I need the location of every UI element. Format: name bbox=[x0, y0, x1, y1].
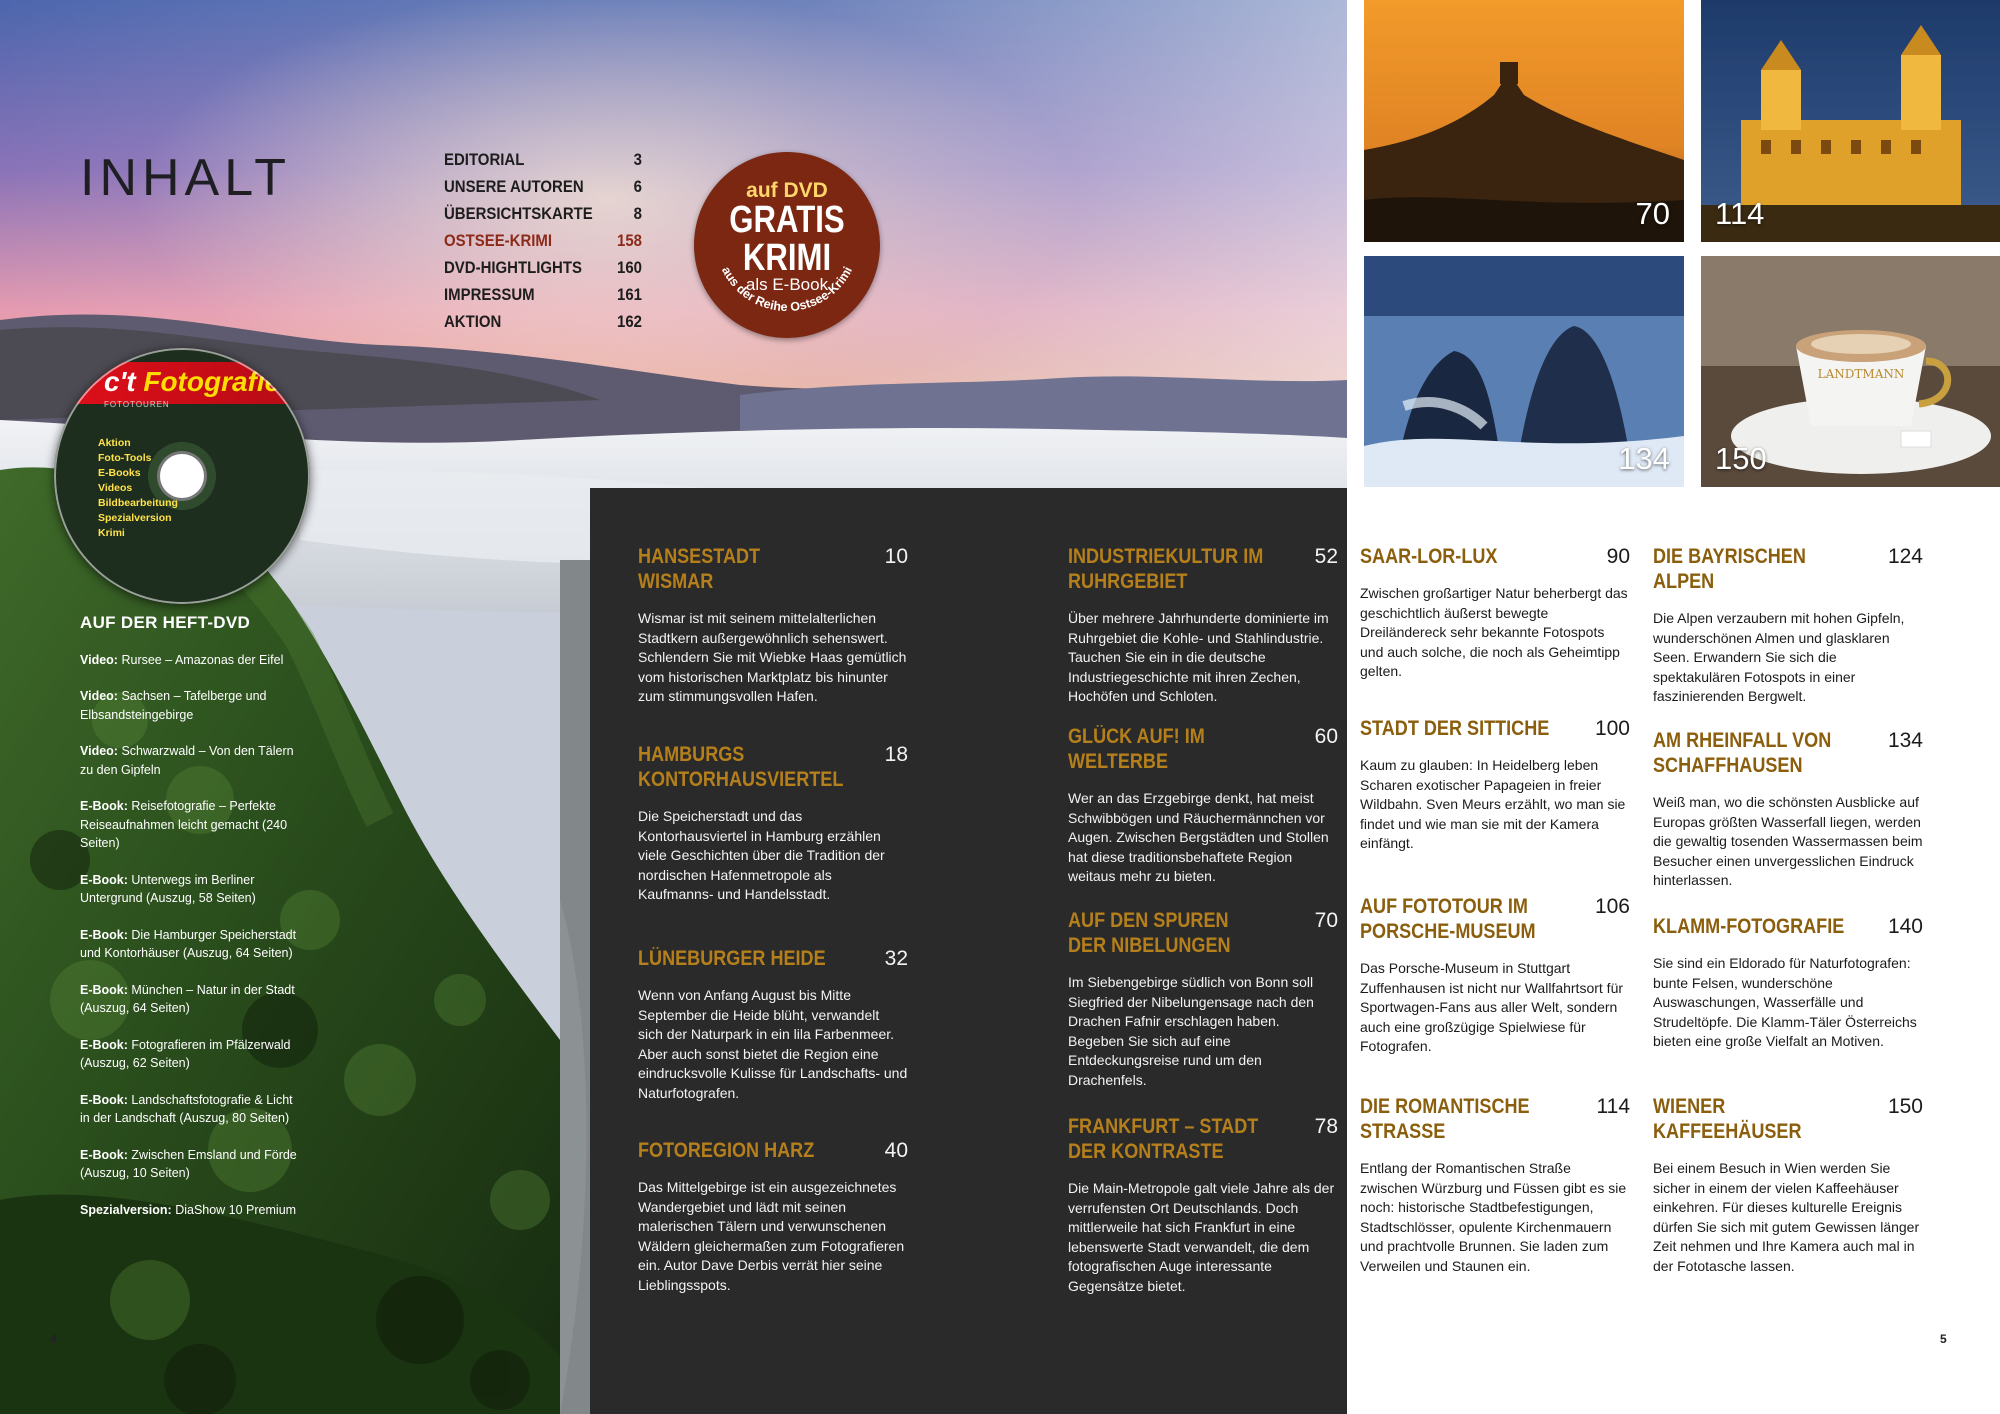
article-title: GLÜCK AUF! IM WELTERBE bbox=[1068, 725, 1205, 773]
toc-label: UNSERE AUTOREN bbox=[444, 177, 584, 196]
toc-label: DVD-HIGHTLIGHTS bbox=[444, 258, 582, 277]
toc-label: ÜBERSICHTSKARTE bbox=[444, 204, 593, 223]
toc-label: IMPRESSUM bbox=[444, 285, 535, 304]
dvd-item-text: Sachsen – Tafelberge und Elbsandsteingebirge bbox=[80, 689, 267, 722]
article-entry[interactable] bbox=[1360, 1094, 1630, 1276]
dvd-item-kind: E-Book: bbox=[80, 872, 128, 887]
badge-arc-text bbox=[694, 152, 880, 338]
disc-menu-item: E-Books bbox=[98, 467, 141, 479]
page-title: INHALT bbox=[80, 149, 292, 207]
toc-row[interactable] bbox=[444, 177, 642, 204]
article-title: DIE ROMANTISCHE STRASSE bbox=[1360, 1095, 1530, 1143]
toc-row[interactable] bbox=[444, 285, 642, 312]
article-entry[interactable] bbox=[638, 1138, 908, 1295]
toc-page: 8 bbox=[633, 204, 642, 223]
article-page: 32 bbox=[884, 947, 908, 970]
badge-line-2: GRATIS KRIMI bbox=[729, 199, 845, 279]
toc-row[interactable] bbox=[444, 204, 642, 231]
dvd-item[interactable] bbox=[80, 981, 300, 1018]
dvd-item[interactable] bbox=[80, 871, 300, 908]
dvd-item[interactable] bbox=[80, 651, 300, 670]
article-title: AM RHEINFALL VON SCHAFFHAUSEN bbox=[1653, 729, 1832, 777]
article-title: STADT DER SITTICHE bbox=[1360, 717, 1550, 740]
article-description: Wismar ist mit seinem mittelalterlichen Stadtkern außergewöhnlich sehenswert. Schlendern Sie mit Wiebke Haas gemütlich vom historischen Marktplatz bis hinunter zum stimmungsvollen Hafen. bbox=[638, 610, 907, 704]
badge-line-1: auf DVD bbox=[746, 179, 828, 202]
dvd-item[interactable] bbox=[80, 687, 300, 724]
toc-page: 3 bbox=[633, 150, 642, 169]
toc-row[interactable] bbox=[444, 258, 642, 285]
disc-menu-item: Bildbearbeitung bbox=[98, 497, 178, 509]
toc-row-highlight[interactable] bbox=[444, 231, 642, 258]
toc-page: 160 bbox=[617, 258, 642, 277]
svg-text:aus der Reihe Ostsee-Krimi: aus der Reihe Ostsee-Krimi bbox=[718, 264, 856, 315]
article-description: Entlang der Romantischen Straße zwischen Würzburg und Füssen gibt es sie noch: historische Stadtbefestigungen, Stadtschlösser, opulente Kirchenmauern und prachtvolle Brunnen. Sie laden zum Verweilen und Staunen ein. bbox=[1360, 1160, 1627, 1274]
article-entry[interactable] bbox=[638, 946, 908, 1103]
article-description: Das Mittelgebirge ist ein ausgezeichnetes Wandergebiet und lädt mit seinen malerischen Tälern und verwunschenen Wäldern gleichermaßen zum Fotografieren ein. Autor Dave Derbis verrät hier seine Lieblingsspots. bbox=[638, 1179, 905, 1293]
photo-coffee-cup[interactable] bbox=[1701, 256, 2000, 487]
toc-page: 158 bbox=[617, 231, 642, 250]
article-title: WIENER KAFFEEHÄUSER bbox=[1653, 1095, 1802, 1143]
dvd-item[interactable] bbox=[80, 926, 300, 963]
toc-row[interactable] bbox=[444, 312, 642, 339]
dvd-item-kind: E-Book: bbox=[80, 1092, 128, 1107]
article-entry[interactable] bbox=[1068, 544, 1338, 707]
photo-palace-night[interactable] bbox=[1701, 0, 2000, 242]
disc-rim bbox=[54, 348, 310, 604]
toc-page: 161 bbox=[617, 285, 642, 304]
article-entry[interactable] bbox=[1360, 894, 1630, 1057]
article-description: Weiß man, wo die schönsten Ausblicke auf Europas größten Wasserfall liegen, werden die gewaltig tosenden Wassermassen beim Besucher einen unvergesslichen Eindruck hinterlassen. bbox=[1653, 794, 1923, 888]
article-page: 60 bbox=[1314, 725, 1338, 748]
article-entry[interactable] bbox=[1653, 544, 1923, 707]
article-title: HANSESTADT WISMAR bbox=[638, 545, 761, 593]
dvd-item-text: Reisefotografie – Perfekte Reiseaufnahmen leicht gemacht (240 Seiten) bbox=[80, 799, 288, 850]
article-description: Kaum zu glauben: In Heidelberg leben Scharen exotischer Papageien in freier Wildbahn. Sven Meurs erzählt, wo man sie findet und wie man sie mit der Kamera einfängt. bbox=[1360, 757, 1626, 851]
article-description: Das Porsche-Museum in Stuttgart Zuffenhausen ist nicht nur Wallfahrtsort für Sportwagen-Fans aus aller Welt, sondern auch eine großzügige Spielwiese für Fotografen. bbox=[1360, 960, 1624, 1054]
dvd-item[interactable] bbox=[80, 1091, 300, 1128]
article-title: SAAR-LOR-LUX bbox=[1360, 545, 1498, 568]
photo-page-number: 70 bbox=[1635, 196, 1670, 231]
gratis-krimi-badge bbox=[694, 152, 880, 338]
article-page: 114 bbox=[1596, 1095, 1630, 1118]
disc-menu-item: Spezialversion bbox=[98, 512, 172, 524]
article-title: DIE BAYRISCHEN ALPEN bbox=[1653, 545, 1806, 593]
dvd-item[interactable] bbox=[80, 797, 300, 853]
article-entry[interactable] bbox=[1653, 914, 1923, 1052]
article-title: LÜNEBURGER HEIDE bbox=[638, 947, 826, 970]
dvd-item-text: Zwischen Emsland und Förde (Auszug, 10 Seiten) bbox=[80, 1147, 297, 1180]
dvd-item-text: Fotografieren im Pfälzerwald (Auszug, 62 Seiten) bbox=[80, 1037, 291, 1070]
article-page: 150 bbox=[1887, 1095, 1923, 1118]
article-entry[interactable] bbox=[1360, 544, 1630, 682]
article-title: AUF FOTOTOUR IM PORSCHE-MUSEUM bbox=[1360, 895, 1536, 943]
article-description: Die Main-Metropole galt viele Jahre als der verrufensten Ort Deutschlands. Doch mittlerweile hat sich Frankfurt in eine lebenswerte Stadt verwandelt, die dem fotografischen Auge interessante Gegensätze bietet. bbox=[1068, 1180, 1335, 1294]
svg-text:LANDTMANN: LANDTMANN bbox=[1817, 367, 1905, 381]
dvd-item-text: München – Natur in der Stadt (Auszug, 64 Seiten) bbox=[80, 982, 295, 1015]
article-page: 18 bbox=[884, 743, 908, 766]
article-page: 52 bbox=[1314, 545, 1338, 568]
article-page: 140 bbox=[1887, 915, 1923, 938]
article-description: Bei einem Besuch in Wien werden Sie sicher in einem der vielen Kaffeehäuser einkehren. Für dieses kulturelle Ereignis dürfen Sie sich mit gutem Gewissen länger Zeit nehmen und Ihre Kamera auch mal in der Fototasche lassen. bbox=[1653, 1160, 1920, 1274]
article-title: INDUSTRIEKULTUR IM RUHRGEBIET bbox=[1068, 545, 1264, 593]
article-page: 134 bbox=[1887, 729, 1923, 752]
dvd-item[interactable] bbox=[80, 742, 300, 779]
article-entry[interactable] bbox=[1653, 728, 1923, 891]
dvd-item-kind: E-Book: bbox=[80, 1037, 128, 1052]
dvd-item-kind: E-Book: bbox=[80, 927, 128, 942]
article-entry[interactable] bbox=[1068, 1114, 1338, 1296]
page-number-left: 4 bbox=[50, 1332, 57, 1346]
dvd-item-text: Landschaftsfotografie & Licht in der Landschaft (Auszug, 80 Seiten) bbox=[80, 1092, 293, 1125]
dvd-item-kind: Video: bbox=[80, 689, 118, 703]
article-description: Die Speicherstadt und das Kontorhausviertel in Hamburg erzählen viele Geschichten über die Tradition der nordischen Hafenmetropole als Kaufmanns- und Handelsstadt. bbox=[638, 808, 885, 902]
disc-menu-item: Foto-Tools bbox=[98, 452, 152, 464]
dvd-item-text: Die Hamburger Speicherstadt und Kontorhäuser (Auszug, 64 Seiten) bbox=[80, 927, 297, 960]
article-title: HAMBURGS KONTORHAUSVIERTEL bbox=[638, 743, 844, 791]
article-page: 106 bbox=[1594, 895, 1630, 918]
dvd-item-kind: E-Book: bbox=[80, 982, 128, 997]
article-title: KLAMM-FOTOGRAFIE bbox=[1653, 915, 1845, 938]
article-page: 70 bbox=[1314, 909, 1338, 932]
article-description: Über mehrere Jahrhunderte dominierte im Ruhrgebiet die Kohle- und Stahlindustrie. Tauchen Sie ein in die deutsche Industriegeschichte mit ihren Zechen, Hochöfen und Schloten. bbox=[1068, 610, 1329, 704]
toc-label: EDITORIAL bbox=[444, 150, 525, 169]
page-number-right: 5 bbox=[1940, 1332, 1947, 1346]
article-page: 100 bbox=[1594, 717, 1630, 740]
photo-page-number: 114 bbox=[1715, 196, 1765, 231]
disc-menu-item: Videos bbox=[98, 482, 133, 494]
dvd-item-kind: Video: bbox=[80, 652, 118, 667]
dvd-item-text: DiaShow 10 Premium bbox=[175, 1202, 297, 1217]
article-description: Wenn von Anfang August bis Mitte September die Heide blüht, verwandelt sich der Naturpark in ein lila Farbenmeer. Aber auch sonst bietet die Region eine eindrucksvolle Kulisse für Landschafts- und Naturfotografen. bbox=[638, 987, 908, 1101]
disc-subtitle: FOTOTOUREN bbox=[104, 400, 170, 409]
article-page: 78 bbox=[1314, 1115, 1338, 1138]
dvd-item-kind: E-Book: bbox=[80, 1147, 128, 1162]
toc-page: 162 bbox=[617, 312, 642, 331]
article-description: Die Alpen verzaubern mit hohen Gipfeln, wunderschönen Almen und glasklaren Seen. Erwandern Sie sich die spektakulären Fotospots in einer faszinierenden Bergwelt. bbox=[1653, 610, 1905, 704]
article-entry[interactable] bbox=[638, 544, 908, 707]
article-page: 40 bbox=[884, 1139, 908, 1162]
dvd-item-kind: Video: bbox=[80, 744, 118, 758]
article-entry[interactable] bbox=[1068, 908, 1338, 1090]
toc-label: AKTION bbox=[444, 312, 502, 331]
photo-rhine-falls[interactable] bbox=[1364, 256, 1684, 487]
toc-label: OSTSEE-KRIMI bbox=[444, 231, 553, 250]
article-title: FRANKFURT – STADT DER KONTRASTE bbox=[1068, 1115, 1259, 1163]
article-description: Sie sind ein Eldorado für Naturfotografen: bunte Felsen, wunderschöne Auswaschungen, Wasserfälle und Strudeltöpfe. Die Klamm-Täler Österreichs bieten eine große Vielfalt an Motiven. bbox=[1653, 955, 1917, 1049]
dvd-contents bbox=[80, 614, 300, 1237]
front-matter-toc bbox=[444, 150, 640, 339]
disc-menu-item: Krimi bbox=[98, 527, 125, 539]
article-entry[interactable] bbox=[1068, 724, 1338, 887]
photo-castle-ruin[interactable] bbox=[1364, 0, 1684, 242]
photo-page-number: 134 bbox=[1618, 441, 1670, 476]
article-description: Zwischen großartiger Natur beherbergt das geschichtlich äußerst bewegte Dreiländereck sehr bekannte Fotospots und auch solche, die noch als Geheimtipp gelten. bbox=[1360, 585, 1628, 679]
toc-page: 6 bbox=[633, 177, 642, 196]
article-entry[interactable] bbox=[1360, 716, 1630, 854]
disc-menu-item: Aktion bbox=[98, 437, 131, 449]
dvd-item-list bbox=[80, 651, 300, 1220]
article-entry[interactable] bbox=[638, 742, 908, 905]
dvd-item-text: Unterwegs im Berliner Untergrund (Auszug, 58 Seiten) bbox=[80, 872, 256, 905]
dvd-item-text: Schwarzwald – Von den Tälern zu den Gipfeln bbox=[80, 744, 294, 777]
photo-page-number: 150 bbox=[1715, 441, 1767, 476]
article-title: AUF DEN SPUREN DER NIBELUNGEN bbox=[1068, 909, 1231, 957]
article-page: 90 bbox=[1606, 545, 1630, 568]
article-description: Im Siebengebirge südlich von Bonn soll Siegfried der Nibelungensage nach den Drachen Fafnir erschlagen haben. Begeben Sie sich auf eine Entdeckungsreise rund um den Drachenfels. bbox=[1068, 974, 1314, 1088]
article-page: 10 bbox=[884, 545, 908, 568]
dvd-item[interactable] bbox=[80, 1201, 300, 1220]
article-entry[interactable] bbox=[1653, 1094, 1923, 1276]
dvd-item-kind: E-Book: bbox=[80, 799, 128, 813]
dvd-item-kind: Spezialversion: bbox=[80, 1202, 172, 1217]
dvd-item[interactable] bbox=[80, 1146, 300, 1183]
disc-logo: c't Fotografie bbox=[104, 366, 281, 397]
article-description: Wer an das Erzgebirge denkt, hat meist Schwibbögen und Räuchermännchen vor Augen. Zwischen Bergstädten und Stollen hat diese traditionsbehaftete Region weitaus mehr zu bieten. bbox=[1068, 790, 1329, 884]
article-page: 124 bbox=[1887, 545, 1923, 568]
dvd-item-text: Rursee – Amazonas der Eifel bbox=[121, 652, 284, 667]
article-title: FOTOREGION HARZ bbox=[638, 1139, 815, 1162]
badge-line-4: als E-Book bbox=[745, 275, 829, 294]
dvd-heading: AUF DER HEFT-DVD bbox=[80, 613, 251, 632]
dvd-item[interactable] bbox=[80, 1036, 300, 1073]
dvd-disc-image bbox=[54, 348, 310, 604]
toc-row[interactable] bbox=[444, 150, 642, 177]
